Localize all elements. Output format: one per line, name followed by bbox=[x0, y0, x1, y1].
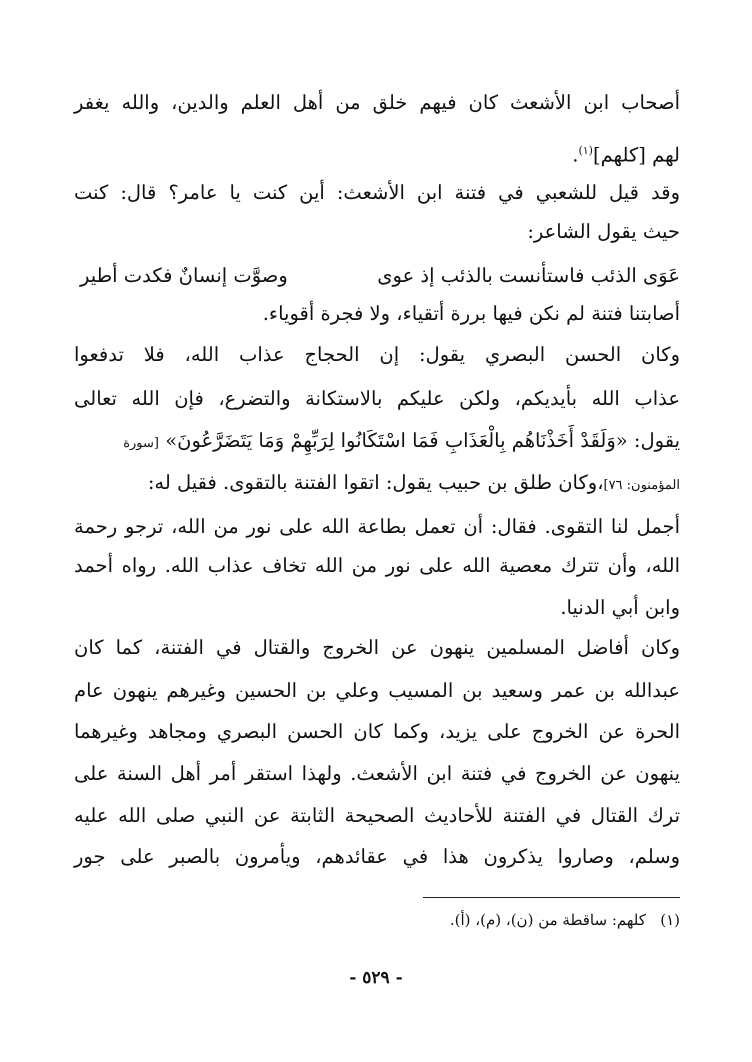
footnote bbox=[74, 908, 680, 932]
text-fragment: لهم [كلهم] bbox=[592, 143, 680, 167]
text-fragment: يقول: bbox=[633, 429, 680, 452]
text-line: ينهون عن الخروج في فتنة ابن الأشعث. ولهذا استقر أمر أهل السنة على bbox=[74, 762, 680, 785]
surah-reference: [سورة bbox=[123, 436, 159, 451]
footnote-divider bbox=[423, 897, 680, 898]
text-line: أصحاب ابن الأشعث كان فيهم خلق من أهل العلم والدين، والله يغفر bbox=[74, 91, 680, 114]
text-line: وابن أبي الدنيا. bbox=[560, 596, 680, 619]
text-line bbox=[74, 136, 680, 171]
text-fragment: . bbox=[572, 143, 579, 167]
text-line bbox=[74, 426, 680, 459]
surah-reference: المؤمنون: ٧٦] bbox=[603, 478, 680, 493]
text-line: وكان أفاضل المسلمين ينهون عن الخروج والقتال في الفتنة، كما كان bbox=[74, 636, 680, 659]
text-line: الحرة عن الخروج على يزيد، وكما كان الحسن البصري ومجاهد وغيرهما bbox=[74, 720, 680, 743]
footnote-text: كلهم: ساقطة من (ن)، (م)، (أ). bbox=[449, 911, 646, 929]
text-line: وكان الحسن البصري يقول: إن الحجاج عذاب الله، فلا تدفعوا bbox=[74, 343, 680, 366]
quran-verse: «وَلَقَدْ أَخَذْنَاهُم بِالْعَذَابِ فَمَا اسْتَكَانُوا لِرَبِّهِمْ وَمَا يَتَضَرَّعُونَ» bbox=[165, 429, 628, 452]
footnote-number: (١) bbox=[660, 911, 680, 929]
text-line: عبدالله بن عمر وسعيد بن المسيب وعلي بن الحسين وغيرهم ينهون عام bbox=[74, 679, 680, 702]
footnote-marker: (١) bbox=[578, 144, 593, 157]
text-line: الله، وأن تترك معصية الله على نور من الله تخاف عذاب الله. رواه أحمد bbox=[74, 554, 680, 577]
text-line: ترك القتال في الفتنة للأحاديث الصحيحة الثابتة عن النبي صلى الله عليه bbox=[74, 804, 680, 827]
page-number: - ٥٢٩ - bbox=[349, 968, 403, 988]
verse-second-hemistich: وصوَّت إنسانٌ فكدت أطير bbox=[80, 264, 288, 287]
text-line: وقد قيل للشعبي في فتنة ابن الأشعث: أين كنت يا عامر؟ قال: كنت bbox=[74, 181, 680, 204]
verse-first-hemistich: عَوَى الذئب فاستأنست بالذئب إذ عوى bbox=[377, 264, 680, 287]
text-line: أصابتنا فتنة لم نكن فيها بررة أتقياء، ولا فجرة أقوياء. bbox=[262, 302, 680, 325]
text-line bbox=[74, 468, 680, 501]
text-line: حيث يقول الشاعر: bbox=[527, 220, 680, 243]
text-fragment: ،وكان طلق بن حبيب يقول: اتقوا الفتنة بالتقوى. فقيل له: bbox=[147, 471, 604, 494]
text-line: وسلم، وصاروا يذكرون هذا في عقائدهم، ويأمرون بالصبر على جور bbox=[74, 845, 680, 868]
text-line: عذاب الله بأيديكم، ولكن عليكم بالاستكانة والتضرع، فإن الله تعالى bbox=[74, 387, 680, 410]
text-line: أجمل لنا التقوى. فقال: أن تعمل بطاعة الله على نور من الله، ترجو رحمة bbox=[74, 515, 680, 538]
